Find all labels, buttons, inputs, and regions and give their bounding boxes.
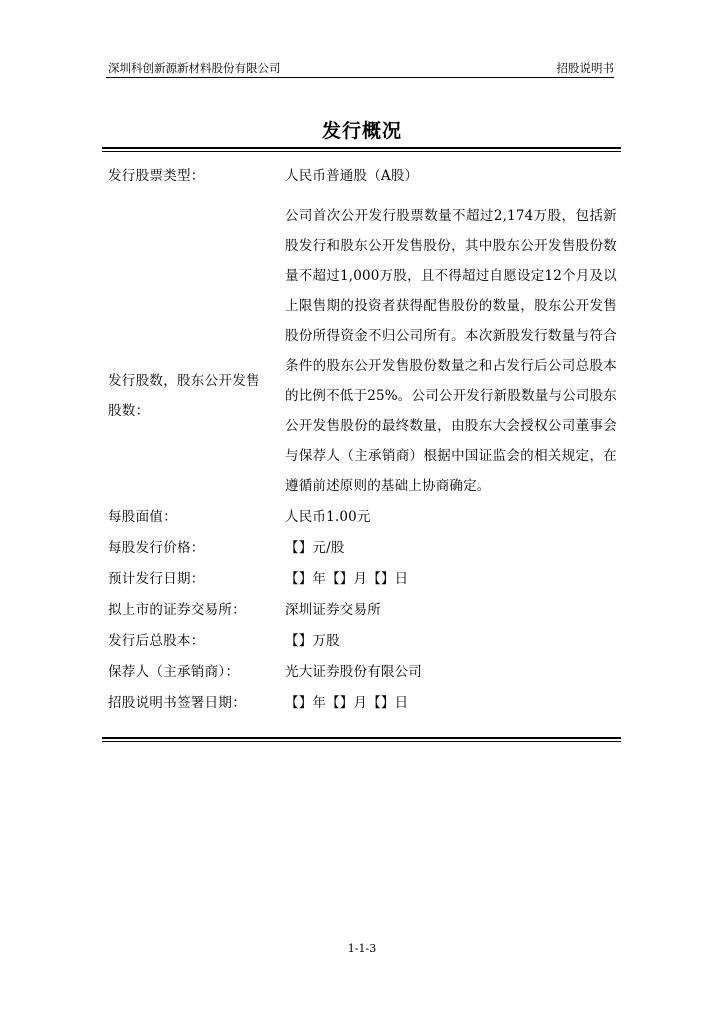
table-row-par-value	[108, 502, 618, 533]
row-value: 公司首次公开发行股票数量不超过2,174万股，包括新股发行和股东公开发售股份，其中股东公开发售股份数量不超过1,000万股，且不得超过自愿设定12个月及以上限售期的投资者获得配售股份的数量，股东公开发售股份所得资金不归公司所有。本次新股发行数量与符合条件的股东公开发售股份数量之和占发行后公司总股本的比例不低于25%。公司公开发行新股数量与公司股东公开发售股份的最终数量，由股东大会授权公司董事会与保荐人（主承销商）根据中国证监会的相关规定，在遵循前述原则的基础上协商确定。	[285, 208, 618, 494]
row-label: 发行股票类型：	[108, 168, 205, 184]
row-label: 拟上市的证券交易所：	[108, 602, 246, 618]
row-value: 【】万股	[285, 633, 340, 649]
row-label: 保荐人（主承销商）：	[108, 664, 240, 680]
document-type: 招股说明书	[556, 61, 614, 75]
table-row-share-count	[108, 201, 618, 501]
row-value: 深圳证券交易所	[285, 602, 381, 618]
row-value: 光大证券股份有限公司	[285, 664, 422, 680]
row-value: 人民币1.00元	[285, 509, 371, 525]
row-value: 【】元/股	[285, 540, 345, 556]
row-label: 预计发行日期：	[108, 571, 205, 587]
header-divider	[106, 77, 614, 78]
row-label: 发行后总股本：	[108, 633, 205, 649]
row-label: 每股发行价格：	[108, 540, 205, 556]
table-row-sponsor	[108, 657, 618, 688]
table-bottom-rule	[102, 737, 621, 742]
offering-overview-table	[108, 161, 618, 719]
table-row-issue-price	[108, 533, 618, 564]
table-row-share-type	[108, 161, 618, 192]
table-top-rule	[102, 147, 621, 152]
page-title: 发行概况	[321, 120, 402, 142]
company-name: 深圳科创新源新材料股份有限公司	[108, 61, 281, 75]
row-value: 【】年【】月【】日	[285, 571, 409, 587]
row-value: 人民币普通股（A股）	[285, 168, 419, 184]
row-label: 发行股数，股东公开发售股数：	[108, 373, 260, 419]
row-value: 【】年【】月【】日	[285, 695, 409, 711]
table-row-issue-date	[108, 564, 618, 595]
table-row-total-shares	[108, 626, 618, 657]
page-number: 1-1-3	[347, 942, 377, 955]
table-row-exchange	[108, 595, 618, 626]
row-label: 每股面值：	[108, 509, 177, 525]
row-label: 招股说明书签署日期：	[108, 695, 246, 711]
page-header	[106, 57, 614, 77]
table-row-signing-date	[108, 688, 618, 719]
